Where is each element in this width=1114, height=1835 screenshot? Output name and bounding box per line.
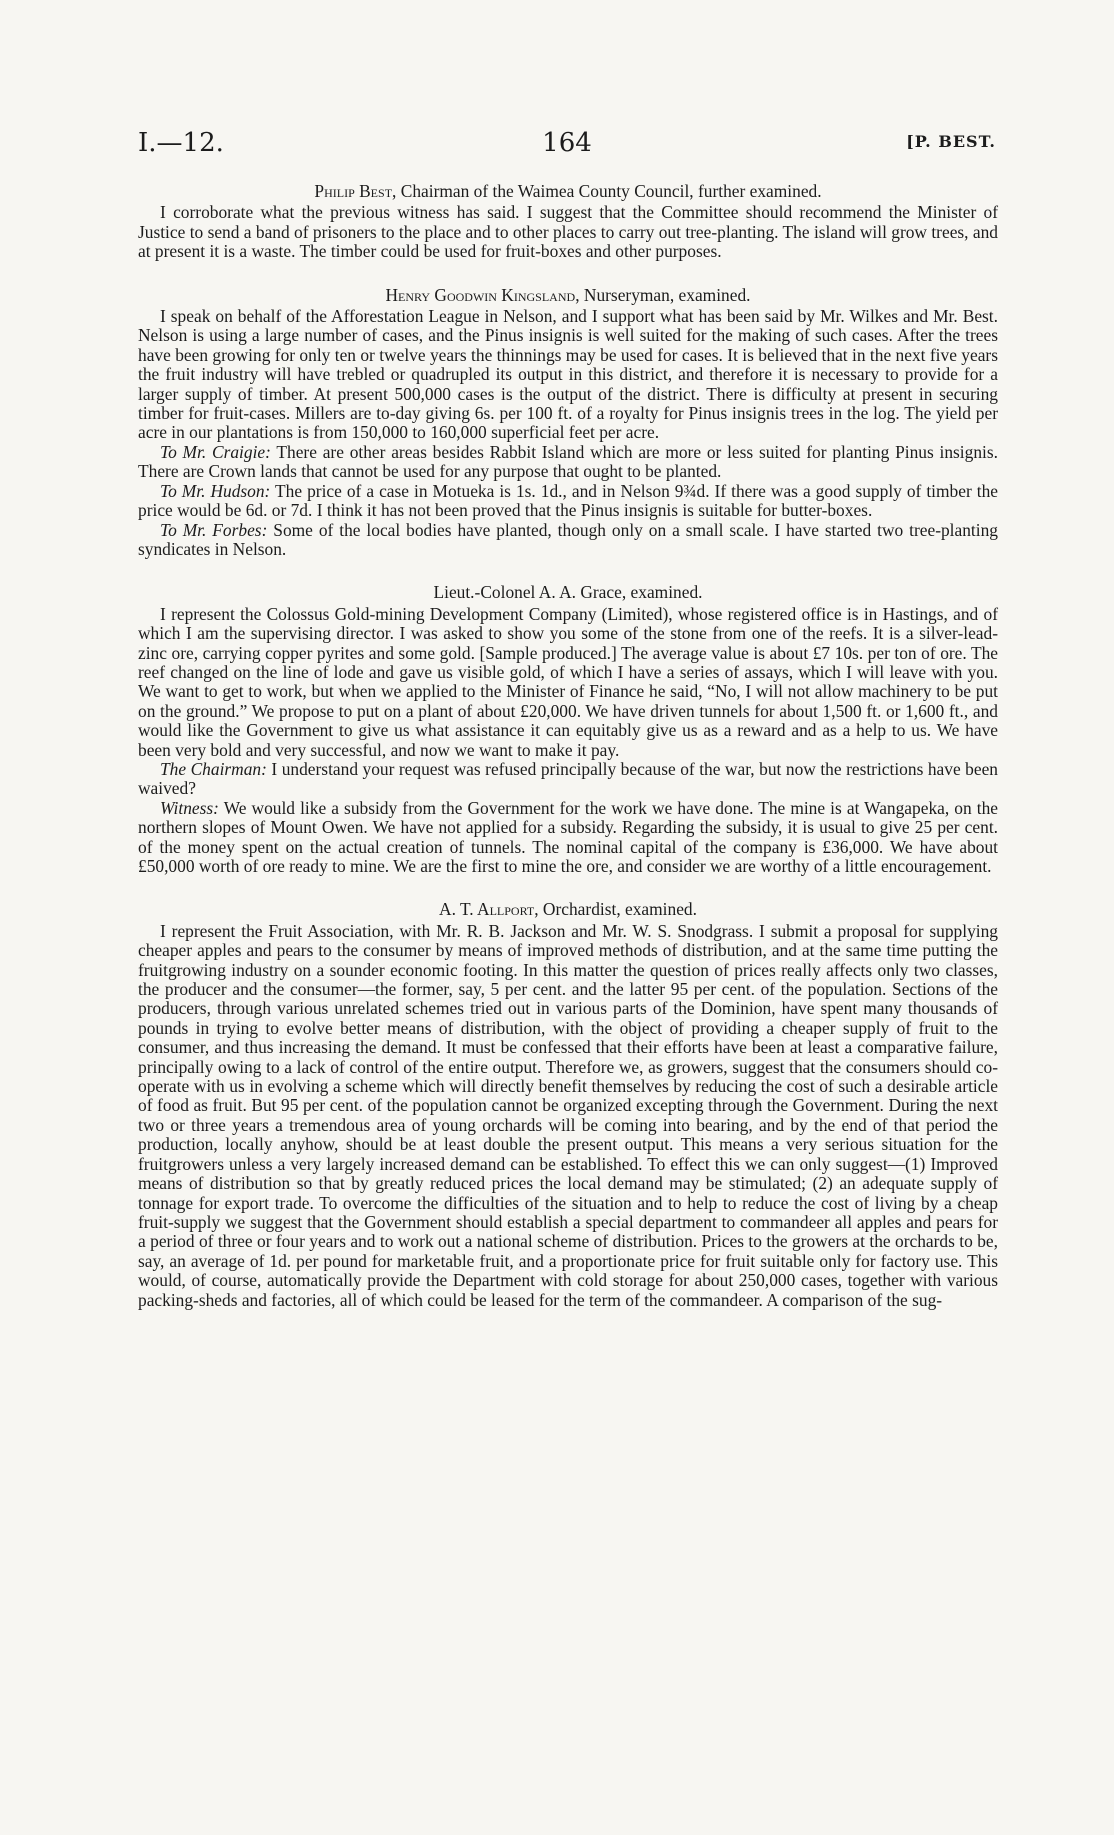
questioner-label: To Mr. Craigie:	[160, 441, 271, 462]
questioner-label: To Mr. Hudson:	[160, 480, 271, 501]
questioner-label: The Chairman:	[160, 758, 267, 779]
testimony-section	[138, 286, 998, 560]
witness-heading	[138, 286, 998, 305]
questioner-label: Witness:	[160, 797, 219, 818]
witness-name: A. T. Allport	[439, 899, 535, 920]
witness-heading	[138, 182, 998, 201]
witness-description: , Nurseryman, examined.	[575, 284, 751, 305]
witness-name: Philip Best	[314, 181, 393, 201]
questioner-label: To Mr. Forbes:	[160, 519, 268, 540]
running-head: [P. BEST.	[906, 132, 996, 151]
paragraph: Witness: We would like a subsidy from the Government for the work we have done. The mine is at Wangapeka, on the northern slopes of Mount Owen. We have not applied for a subsidy. Regarding the subsidy, it is usual to give 25 per cent. of the money spent on the actual creation of tunnels. The nominal capital of the company is £36,000. We have about £50,000 worth of ore ready to mine. We are the first to mine the ore, and consider we are worthy of a little encouragement.	[138, 797, 998, 876]
page-header	[138, 128, 996, 168]
witness-heading	[138, 583, 998, 602]
witness-name: Lieut.-Colonel A. A. Grace	[433, 582, 622, 603]
paragraph: The Chairman: I understand your request was refused principally because of the war, but now the restrictions have been waived?	[138, 758, 998, 799]
witness-description: , examined.	[621, 582, 703, 603]
witness-heading	[138, 900, 998, 919]
testimony-section	[138, 583, 998, 876]
document-reference: I.—12.	[138, 128, 224, 158]
testimony-section	[138, 900, 998, 1310]
witness-name: Henry Goodwin Kingsland	[385, 284, 576, 305]
paragraph: I represent the Fruit Association, with Mr. R. B. Jackson and Mr. W. S. Snodgrass. I submit a proposal for supplying cheaper apples and pears to the consumer by means of improved methods of distribution, and at the same time putting the fruitgrowing industry on a sounder economic footing. In this matter the question of prices really affects only two classes, the producer and the consumer—the former, say, 5 per cent. and the latter 95 per cent. of the population. Sections of the producers, through various unrelated schemes tried out in various parts of the Dominion, have spent many thousands of pounds in trying to evolve better means of distribution, with the object of providing a cheaper supply of fruit to the consumer, and thus increasing the demand. It must be confessed that their efforts have been at least a comparative failure, principally owing to a lack of control of the entire output. Therefore we, as growers, suggest that the consumers should co-operate with us in evolving a scheme which will directly benefit themselves by reducing the cost of such a desirable article of food as fruit. But 95 per cent. of the population cannot be organized excepting through the Government. During the next two or three years a tremendous area of young orchards will be coming into bearing, and by the end of that period the production, locally anyhow, should be at least double the present output. This means a very serious situation for the fruitgrowers unless a very largely increased demand can be established. To effect this we can only suggest—(1) Improved means of distribution so that by greatly reduced prices the local demand may be stimulated; (2) an adequate supply of tonnage for export trade. To overcome the difficulties of the situation and to help to reduce the cost of living by a cheap fruit-supply we suggest that the Government should establish a special department to commandeer all apples and pears for a period of three or four years and to work out a national scheme of distribution. Prices to the growers at the orchards to be, say, an average of 1d. per pound for marketable fruit, and a proportionate price for fruit suitable only for factory use. This would, of course, automatically provide the Department with cold storage for about 250,000 cases, together with various packing-sheds and factories, all of which could be leased for the term of the commandeer. A comparison of the sug-	[138, 920, 998, 1310]
paragraph: To Mr. Craigie: There are other areas besides Rabbit Island which are more or less suited for planting Pinus insignis. There are Crown lands that cannot be used for any purpose that ought to be planted.	[138, 441, 998, 482]
paragraph: I speak on behalf of the Afforestation League in Nelson, and I support what has been said by Mr. Wilkes and Mr. Best. Nelson is using a large number of cases, and the Pinus insignis is well suited for the making of such cases. After the trees have been growing for only ten or twelve years the thinnings may be used for cases. It is believed that in the next five years the fruit industry will have trebled or quadrupled its output in this district, and therefore it is necessary to provide for a larger supply of timber. At present 500,000 cases is the output of the district. There is difficulty at present in securing timber for fruit-cases. Millers are to-day giving 6s. per 100 ft. of a royalty for Pinus insignis trees in the log. The yield per acre in our plantations is from 150,000 to 160,000 superficial feet per acre.	[138, 306, 998, 443]
page-body	[138, 182, 998, 1334]
testimony-section	[138, 182, 998, 262]
witness-description: , Chairman of the Waimea County Council, further examined.	[392, 181, 822, 201]
paragraph: I corroborate what the previous witness has said. I suggest that the Committee should recommend the Minister of Justice to send a band of prisoners to the place and to other places to carry out tree-planting. The island will grow trees, and at present it is a waste. The timber could be used for fruit-boxes and other purposes.	[138, 202, 998, 262]
witness-description: , Orchardist, examined.	[534, 899, 697, 920]
paragraph: To Mr. Forbes: Some of the local bodies have planted, though only on a small scale. I have started two tree-planting syndicates in Nelson.	[138, 519, 998, 559]
paragraph: To Mr. Hudson: The price of a case in Motueka is 1s. 1d., and in Nelson 9¾d. If there was a good supply of timber the price would be 6d. or 7d. I think it has not been proved that the Pinus insignis is suitable for butter-boxes.	[138, 480, 998, 521]
paragraph: I represent the Colossus Gold-mining Development Company (Limited), whose registered office is in Hastings, and of which I am the supervising director. I was asked to show you some of the stone from one of the reefs. It is a silver-lead-zinc ore, carrying copper pyrites and some gold. [Sample produced.] The average value is about £7 10s. per ton of ore. The reef changed on the line of lode and gave us visible gold, of which I have a series of assays, which I will leave with you. We want to get to work, but when we applied to the Minister of Finance he said, “No, I will not allow machinery to be put on the ground.” We propose to put on a plant of about £20,000. We have driven tunnels for about 1,500 ft. or 1,600 ft., and would like the Government to give us what assistance it can equitably give us as a reward and as a help to us. We have been very bold and very successful, and now we want to make it pay.	[138, 603, 998, 760]
page-number: 164	[542, 128, 592, 158]
